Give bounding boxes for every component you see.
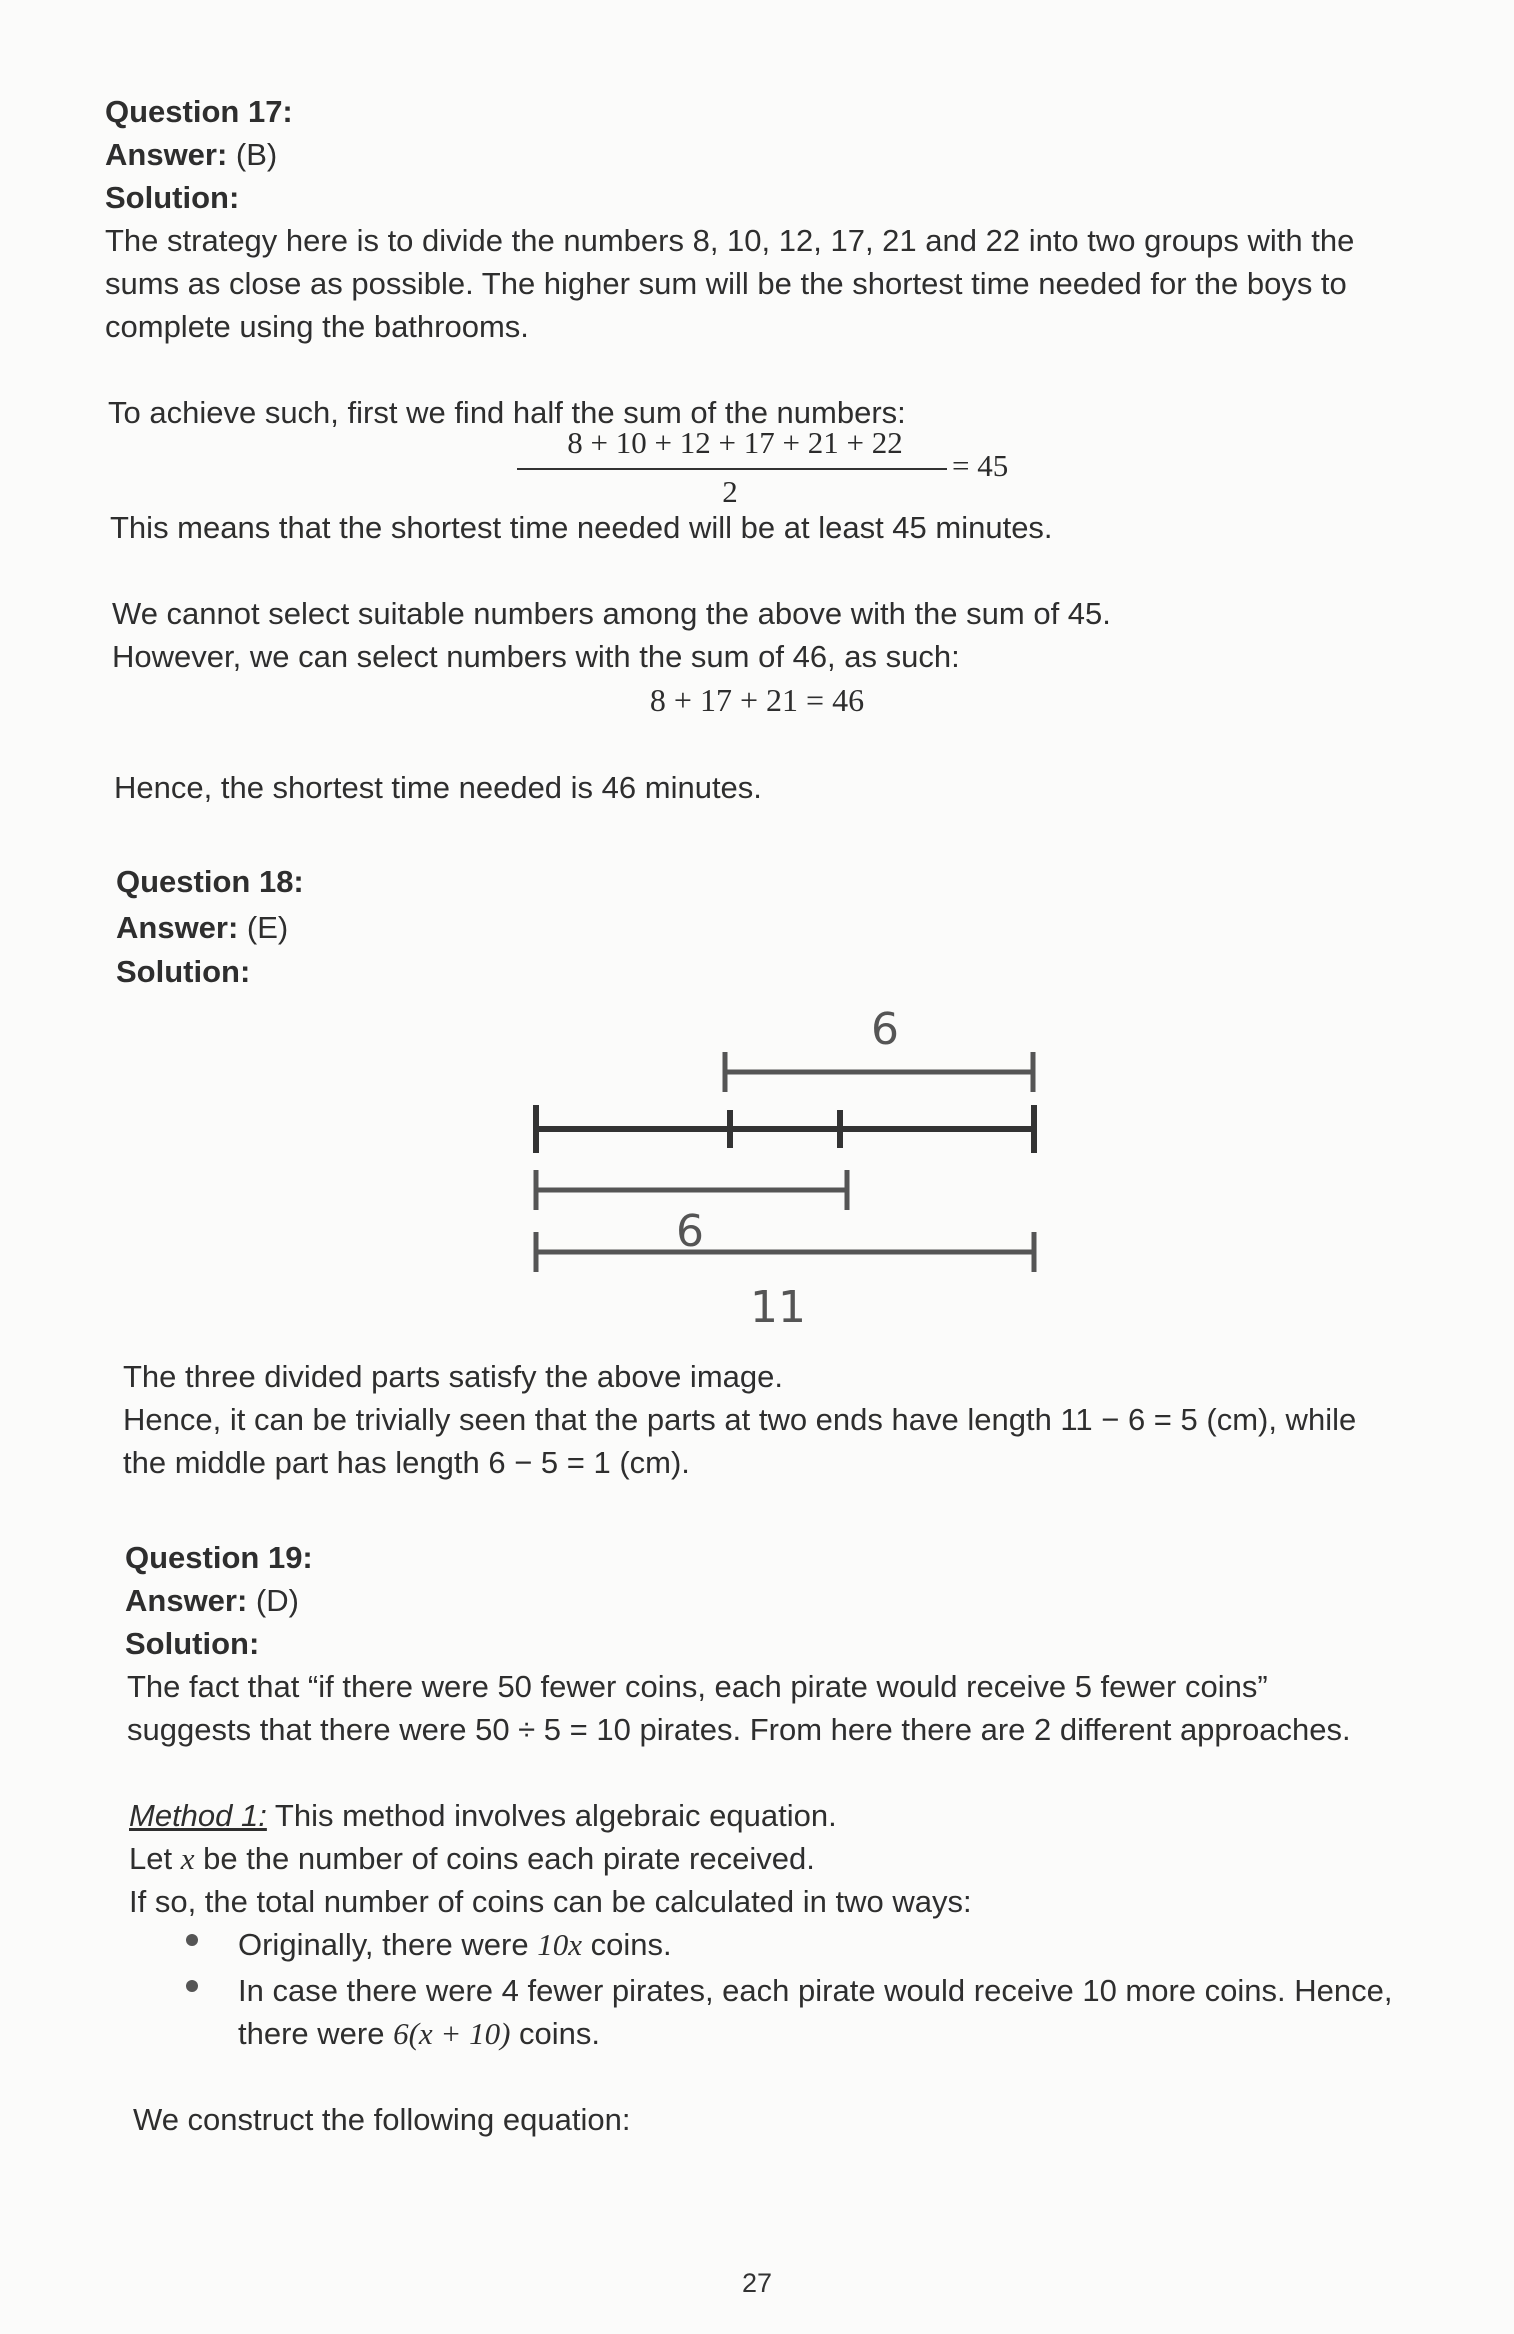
text-span: coins. [581, 1927, 672, 1962]
question-18-heading: Question 18: [116, 864, 304, 899]
paragraph-line: The three divided parts satisfy the above image. [123, 1359, 783, 1394]
method-text: This method involves algebraic equation. [266, 1798, 837, 1833]
method-1-line [129, 1796, 837, 1836]
paragraph-line: The fact that “if there were 50 fewer coins, each pirate would receive 5 fewer coins” [127, 1669, 1268, 1704]
method-label: Method 1: [129, 1798, 267, 1833]
let-line [129, 1839, 815, 1879]
paragraph-line: The strategy here is to divide the numbers 8, 10, 12, 17, 21 and 22 into two groups with the [105, 223, 1355, 258]
fraction-result: = 45 [952, 448, 1009, 483]
top-segment [725, 1052, 1033, 1092]
question-19-answer [125, 1581, 299, 1621]
text-span: Originally, there were [238, 1927, 538, 1962]
answer-label: Answer: [105, 137, 228, 172]
bullet-item-2: In case there were 4 fewer pirates, each pirate would receive 10 more coins. Hence, [238, 1973, 1393, 2008]
paragraph-line: We construct the following equation: [133, 2102, 631, 2137]
paragraph-line: To achieve such, first we find half the sum of the numbers: [108, 395, 906, 430]
paragraph-line: sums as close as possible. The higher sum will be the shortest time needed for the boys to [105, 266, 1347, 301]
paragraph-line: If so, the total number of coins can be calculated in two ways: [129, 1884, 972, 1919]
text-span: be the number of coins each pirate received. [194, 1841, 815, 1876]
answer-value: (E) [238, 910, 289, 945]
divided-segment [536, 1105, 1034, 1153]
answer-value: (D) [247, 1583, 299, 1618]
text-span: coins. [510, 2016, 601, 2051]
bottom-segment [536, 1232, 1034, 1272]
paragraph-line: This means that the shortest time needed will be at least 45 minutes. [110, 510, 1053, 545]
paragraph-line: the middle part has length 6 − 5 = 1 (cm). [123, 1445, 690, 1480]
question-17-heading: Question 17: [105, 94, 293, 129]
answer-value: (B) [227, 137, 278, 172]
paragraph-line: We cannot select suitable numbers among the above with the sum of 45. [112, 596, 1111, 631]
bottom-segment-label: 11 [750, 1282, 806, 1333]
text-span: there were [238, 2016, 394, 2051]
bullet-item-1 [238, 1925, 672, 1965]
math-expression: 10x [537, 1927, 582, 1962]
solution-label: Solution: [105, 180, 240, 215]
fraction-bar [517, 468, 947, 470]
solution-label: Solution: [125, 1626, 260, 1661]
middle-segment [536, 1170, 847, 1210]
paragraph-line: Hence, it can be trivially seen that the parts at two ends have length 11 − 6 = 5 (cm), while [123, 1402, 1357, 1437]
bullet-icon [186, 1980, 198, 1992]
fraction-numerator: 8 + 10 + 12 + 17 + 21 + 22 [567, 425, 903, 460]
equation: 8 + 17 + 21 = 46 [649, 682, 865, 718]
answer-label: Answer: [116, 910, 239, 945]
page-number: 27 [741, 2268, 773, 2298]
question-17-answer [105, 135, 277, 175]
variable-x: x [180, 1841, 195, 1876]
conclusion: Hence, the shortest time needed is 46 minutes. [114, 770, 762, 805]
paragraph-line: However, we can select numbers with the sum of 46, as such: [112, 639, 960, 674]
question-18-answer [116, 908, 288, 948]
paragraph-line: suggests that there were 50 ÷ 5 = 10 pirates. From here there are 2 different approaches. [127, 1712, 1351, 1747]
fraction-denominator: 2 [722, 474, 738, 509]
text-span: Let [129, 1841, 181, 1876]
top-segment-label: 6 [871, 1004, 899, 1055]
math-expression: 6(x + 10) [393, 2016, 511, 2051]
bullet-item-2-cont [238, 2014, 600, 2054]
middle-segment-label: 6 [676, 1206, 704, 1257]
paragraph-line: complete using the bathrooms. [105, 309, 529, 344]
solution-label: Solution: [116, 954, 251, 989]
question-19-heading: Question 19: [125, 1540, 313, 1575]
segment-diagram [500, 1000, 1060, 1340]
answer-label: Answer: [125, 1583, 248, 1618]
bullet-icon [186, 1934, 198, 1946]
